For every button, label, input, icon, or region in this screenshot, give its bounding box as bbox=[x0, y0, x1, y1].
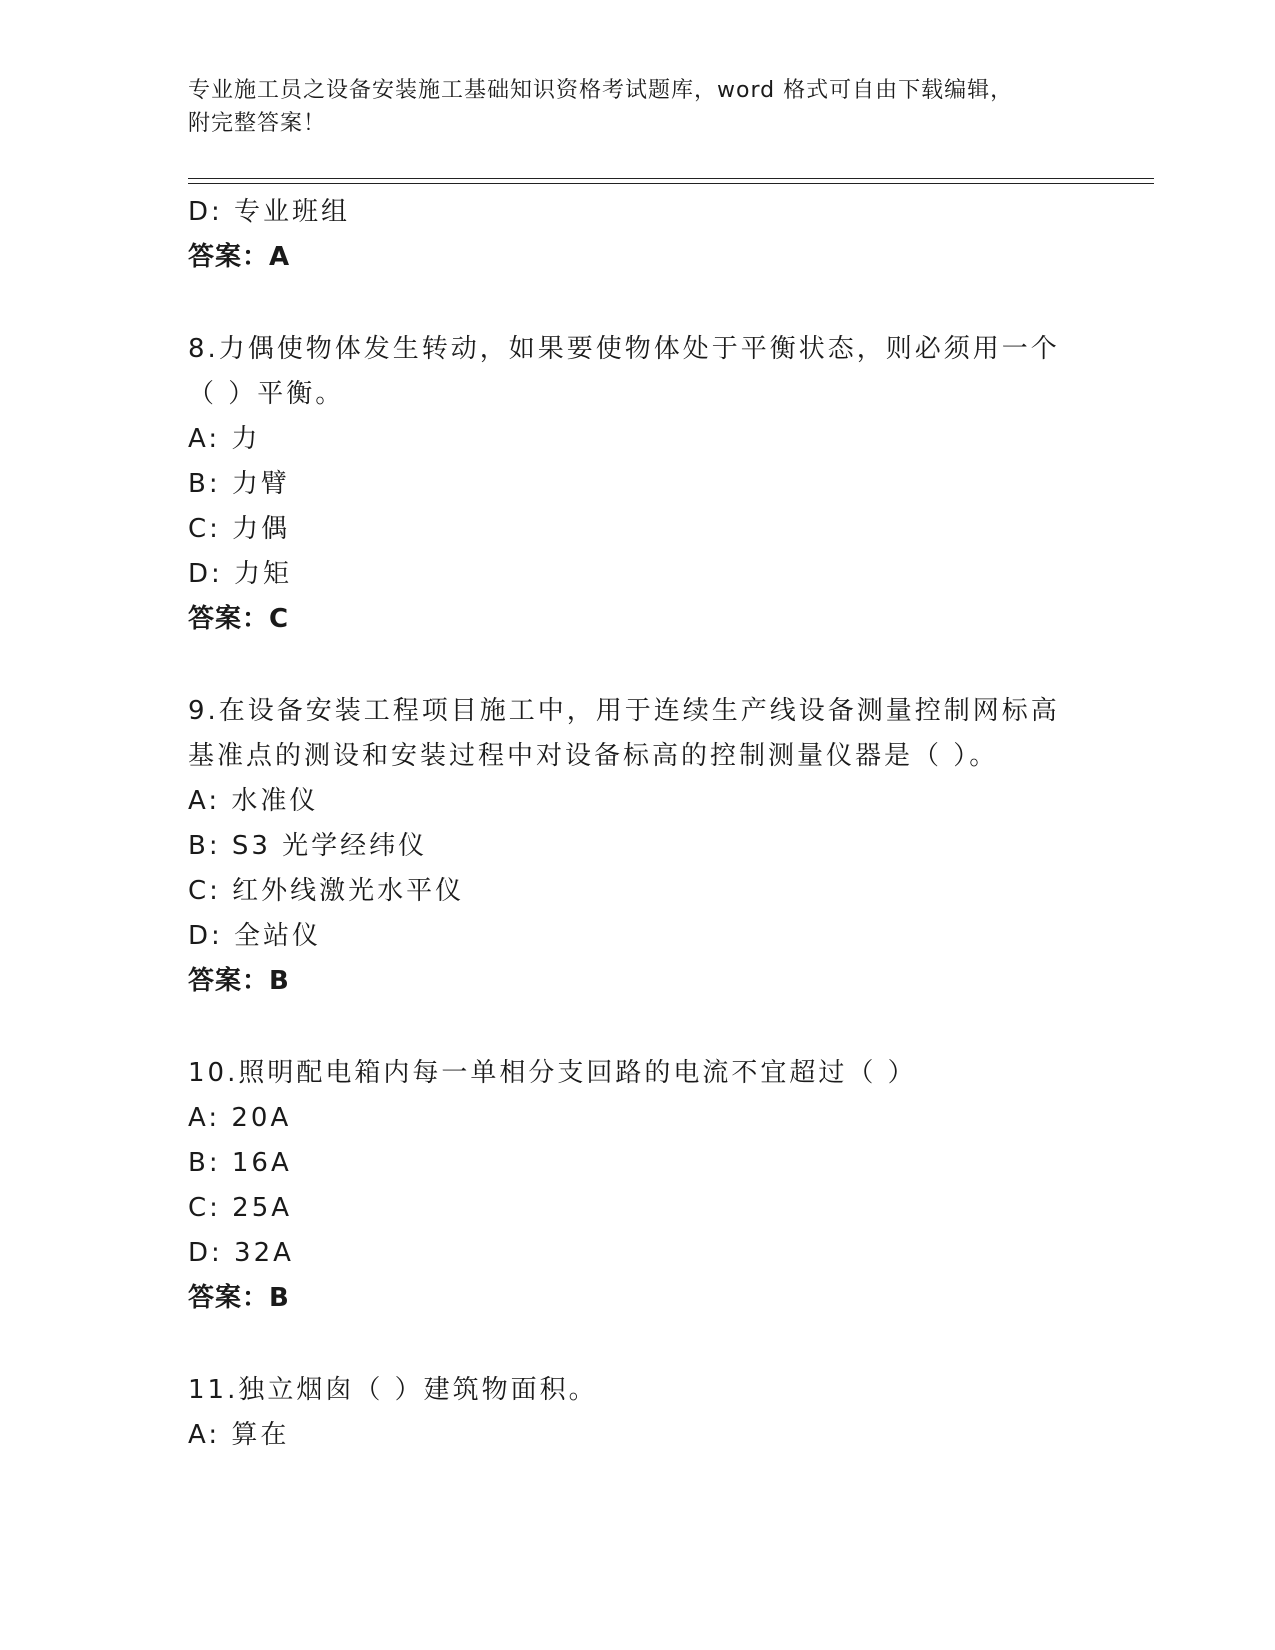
option-d: D: 32A bbox=[188, 1238, 294, 1268]
option-b: B: 力臂 bbox=[188, 469, 290, 499]
option-a: A: 水准仪 bbox=[188, 786, 319, 816]
answer: 答案：C bbox=[188, 604, 290, 634]
question-11 bbox=[188, 1368, 1088, 1458]
question-9 bbox=[188, 689, 1088, 1004]
option-d: D: 全站仪 bbox=[188, 921, 322, 951]
option-c: C: 力偶 bbox=[188, 514, 291, 544]
question-list bbox=[188, 190, 1088, 1458]
spacer bbox=[188, 1321, 1088, 1368]
prev-option-d: D: 专业班组 bbox=[188, 197, 351, 227]
option-d: D: 力矩 bbox=[188, 559, 293, 589]
option-a: A: 20A bbox=[188, 1103, 292, 1133]
question-stem: 8.力偶使物体发生转动，如果要使物体处于平衡状态，则必须用一个（ ）平衡。 bbox=[188, 334, 1060, 409]
document-header bbox=[188, 74, 1088, 140]
option-a: A: 算在 bbox=[188, 1420, 290, 1450]
header-line-1: 专业施工员之设备安装施工基础知识资格考试题库，word 格式可自由下载编辑， bbox=[188, 78, 1014, 103]
header-divider-bottom bbox=[188, 183, 1154, 184]
option-c: C: 红外线激光水平仪 bbox=[188, 876, 465, 906]
prev-answer: 答案：A bbox=[188, 242, 291, 272]
spacer bbox=[188, 1004, 1088, 1051]
question-stem: 9.在设备安装工程项目施工中，用于连续生产线设备测量控制网标高基准点的测设和安装过程中对设备标高的控制测量仪器是（ ）。 bbox=[188, 696, 1060, 771]
question-10 bbox=[188, 1051, 1088, 1321]
question-stem: 10.照明配电箱内每一单相分支回路的电流不宜超过（ ） bbox=[188, 1058, 917, 1088]
spacer bbox=[188, 642, 1088, 689]
header-divider-top bbox=[188, 178, 1154, 179]
option-c: C: 25A bbox=[188, 1193, 293, 1223]
answer: 答案：B bbox=[188, 966, 290, 996]
question-8 bbox=[188, 327, 1088, 642]
answer: 答案：B bbox=[188, 1283, 290, 1313]
header-line-2: 附完整答案！ bbox=[188, 111, 327, 136]
option-b: B: 16A bbox=[188, 1148, 292, 1178]
option-b: B: S3 光学经纬仪 bbox=[188, 831, 428, 861]
question-stem: 11.独立烟囱（ ）建筑物面积。 bbox=[188, 1375, 598, 1405]
spacer bbox=[188, 280, 1088, 327]
option-a: A: 力 bbox=[188, 424, 261, 454]
